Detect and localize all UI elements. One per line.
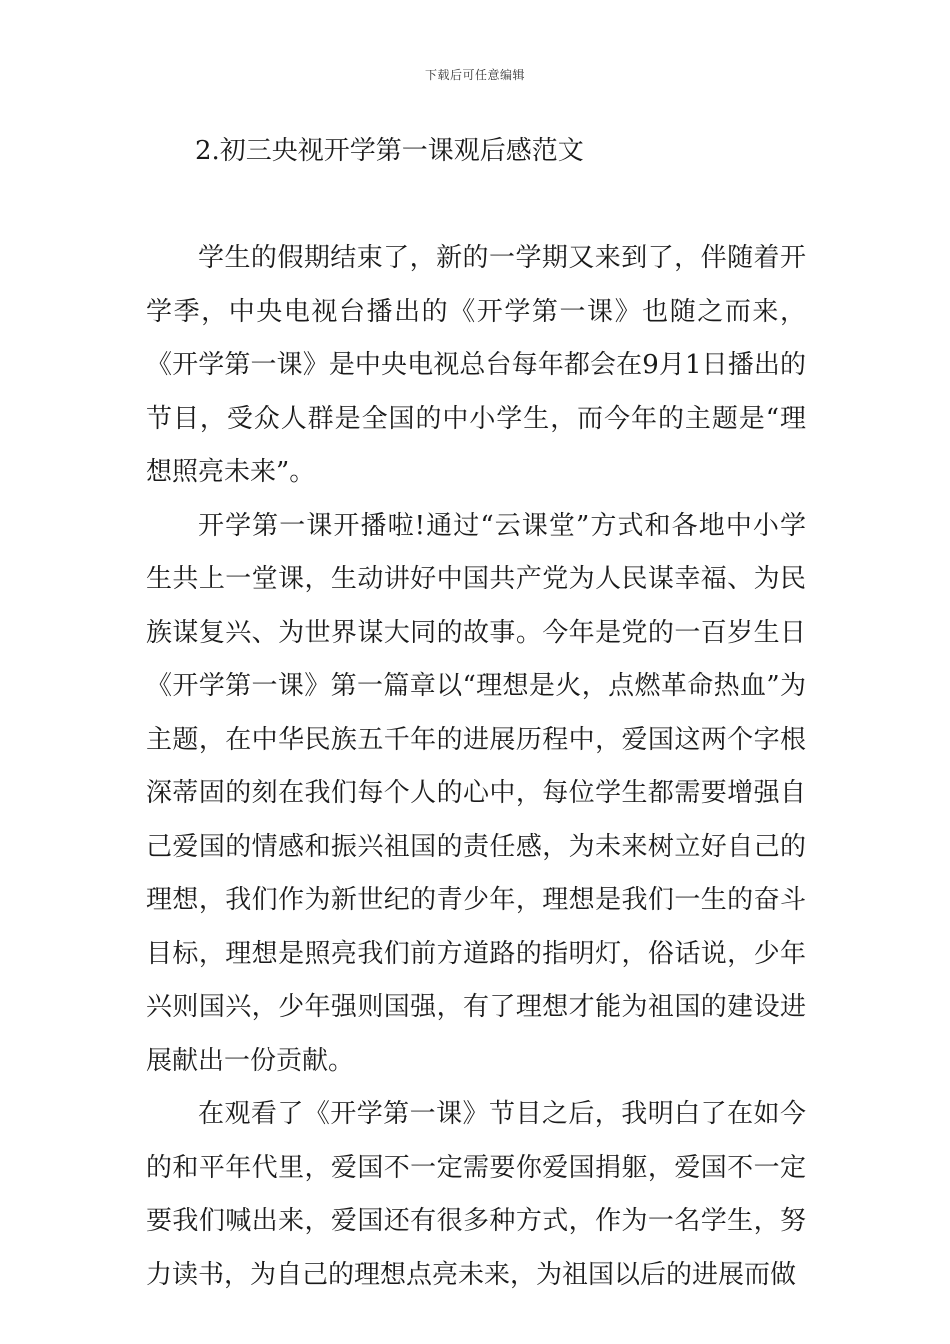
page-header-note: 下载后可任意编辑 — [424, 68, 525, 82]
document-body — [146, 232, 806, 1302]
paragraph-2: 开学第一课开播啦!通过“云课堂”方式和各地中小学生共上一堂课，生动讲好中国共产党为人民谋幸福、为民族谋复兴、为世界谋大同的故事。今年是党的一百岁生日《开学第一课》第一篇章以“理想是火，点燃革命热血”为主题，在中华民族五千年的进展历程中，爱国这两个字根深蒂固的刻在我们每个人的心中，每位学生都需要增强自己爱国的情感和振兴祖国的责任感，为未来树立好自己的理想，我们作为新世纪的青少年，理想是我们一生的奋斗目标，理想是照亮我们前方道路的指明灯，俗话说，少年兴则国兴，少年强则国强，有了理想才能为祖国的建设进展献出一份贡献。 — [146, 510, 806, 1076]
paragraph-1: 学生的假期结束了，新的一学期又来到了，伴随着开学季，中央电视台播出的《开学第一课》也随之而来，《开学第一课》是中央电视总台每年都会在9月1日播出的节目，受众人群是全国的中小学生，而今年的主题是“理想照亮未来”。 — [146, 243, 806, 487]
paragraph-3: 在观看了《开学第一课》节目之后，我明白了在如今的和平年代里，爱国不一定需要你爱国捐躯，爱国不一定要我们喊出来，爱国还有很多种方式，作为一名学生，努力读书，为自己的理想点亮未来，为祖国以后的进展而做 — [146, 1099, 806, 1290]
document-title: 2.初三央视开学第一课观后感范文 — [195, 136, 584, 166]
